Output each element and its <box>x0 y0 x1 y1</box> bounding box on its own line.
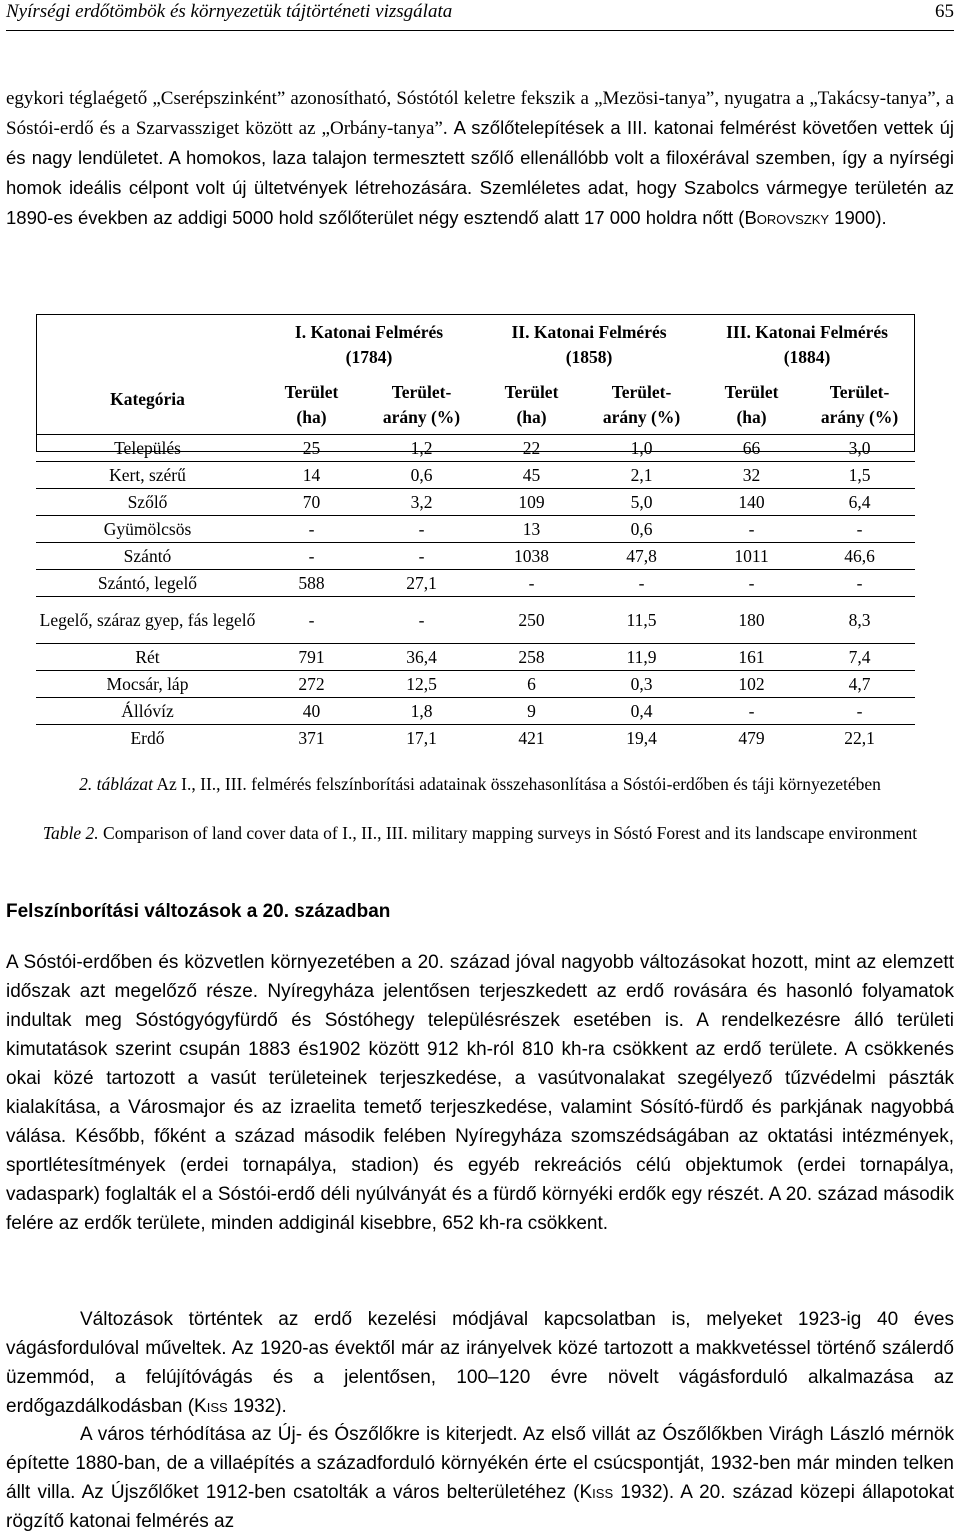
ratio-cell: 1,0 <box>584 435 699 462</box>
ratio-label: Terület- <box>391 382 452 402</box>
ratio-cell: 22,1 <box>804 725 915 752</box>
area-label: Terület <box>504 382 559 402</box>
area-unit: (ha) <box>296 407 327 427</box>
ratio-cell: 27,1 <box>364 570 479 597</box>
area-header <box>699 380 804 435</box>
area-cell: - <box>699 570 804 597</box>
row-category: Szőlő <box>36 489 259 516</box>
ratio-cell: 7,4 <box>804 644 915 671</box>
table-row <box>36 671 915 698</box>
area-cell: 32 <box>699 462 804 489</box>
area-cell: 66 <box>699 435 804 462</box>
table-row <box>36 516 915 543</box>
area-cell: - <box>699 698 804 725</box>
ratio-cell: - <box>804 516 915 543</box>
ratio-cell: 2,1 <box>584 462 699 489</box>
paragraph-text: A város térhódítása az Új- és Ószőlőkre is kiterjedt. Az első villát az Ószőlőkben Virágh László mérnök építette 1880-ban, de a villaépítés a századforduló környékén érte el csúcspontját, 1932-ben már minden telken állt villa. Az Újszőlőket 1912-ben csatolták a város belterületéhez ( <box>6 1424 954 1503</box>
citation-author: Kiss <box>194 1396 228 1417</box>
row-category: Szántó <box>36 543 259 570</box>
area-cell: - <box>479 570 584 597</box>
area-cell: 13 <box>479 516 584 543</box>
ratio-label: Terület- <box>611 382 672 402</box>
section-heading: Felszínborítási változások a 20. században <box>6 901 391 922</box>
table-row <box>36 435 915 462</box>
ratio-cell: 0,3 <box>584 671 699 698</box>
caption-text: Comparison of land cover data of I., II., III. military mapping surveys in Sóstó Forest and its landscape environment <box>98 823 918 843</box>
row-category: Mocsár, láp <box>36 671 259 698</box>
row-category: Kert, szérű <box>36 462 259 489</box>
area-cell: 9 <box>479 698 584 725</box>
ratio-cell: 1,8 <box>364 698 479 725</box>
ratio-cell: 4,7 <box>804 671 915 698</box>
ratio-cell: 17,1 <box>364 725 479 752</box>
paragraph-text: 1932). A 20. század közepi állapotokat rögzítő katonai felmérés az <box>6 1482 954 1532</box>
area-cell: 791 <box>259 644 364 671</box>
ratio-cell: 46,6 <box>804 543 915 570</box>
row-category: Gyümölcsös <box>36 516 259 543</box>
area-cell: 250 <box>479 597 584 644</box>
area-label: Terület <box>724 382 779 402</box>
ratio-cell: 3,0 <box>804 435 915 462</box>
table-row <box>36 570 915 597</box>
intro-paragraph <box>6 84 954 233</box>
citation-author: Kiss <box>579 1482 614 1503</box>
row-category: Szántó, legelő <box>36 570 259 597</box>
survey-year: (1884) <box>783 347 831 367</box>
ratio-cell: 0,6 <box>584 516 699 543</box>
area-cell: - <box>259 516 364 543</box>
area-cell: 1011 <box>699 543 804 570</box>
area-cell: 479 <box>699 725 804 752</box>
ratio-cell: 3,2 <box>364 489 479 516</box>
area-header <box>259 380 364 435</box>
ratio-unit: arány (%) <box>602 407 681 427</box>
ratio-cell: 36,4 <box>364 644 479 671</box>
area-cell: 70 <box>259 489 364 516</box>
row-category: Település <box>36 435 259 462</box>
area-cell: 588 <box>259 570 364 597</box>
body-paragraph-1: A Sóstói-erdőben és közvetlen környezetében a 20. század jóval nagyobb változásokat hozott, mint az elemzett időszak azt megelőző része. Nyíregyháza jelentősen terjeszkedett az erdő rovására és hasonló folyamatok indultak meg Sóstógyógyfürdő és Sóstóhegy településrészek esetében is. A rendelkezésre álló területi kimutatások szerint csupán 1883 és1902 között 912 kh-ról 810 kh-ra csökkent az erdő területe. A csökkenés okai közé tartozott a vasút területeinek terjeszkedése, a vasútvonalakat szegélyező tűzvédelmi pászták kialakítása, a Városmajor és az izraelita temető terjeszkedése, valamint Sósító-fürdő és parkjának nagyobbá válása. Később, főként a század második felében Nyíregyháza szomszédságában az oktatási intézmények, sportlétesítmények (erdei tornapálya, stadion) és egyéb rekreációs célú objektumok (erdei tornapálya, vadaspark) foglalták el a Sóstói-erdő déli nyúlványát és a fürdő környéki erdők egy részét. A 20. század második felére az erdők területe, minden addiginál kisebbre, 652 kh-ra csökkent. <box>6 952 954 1234</box>
area-label: Terület <box>284 382 339 402</box>
area-cell: 109 <box>479 489 584 516</box>
paragraph-text: Változások történtek az erdő kezelési módjával kapcsolatban is, melyeket 1923-ig 40 éves vágásfordulóval műveltek. Az 1920-as évektől már az irányelvek közé tartozott a makkvetéssel történő szálerdő üzemmód, a felújítóvágás és a jelentősen, 100–120 évre növelt vágásforduló alkalmazása az erdőgazdálkodásban ( <box>6 1309 954 1417</box>
survey-header-2 <box>479 314 699 380</box>
ratio-cell: 6,4 <box>804 489 915 516</box>
ratio-cell: 47,8 <box>584 543 699 570</box>
area-cell: - <box>259 543 364 570</box>
ratio-cell: 5,0 <box>584 489 699 516</box>
area-cell: 421 <box>479 725 584 752</box>
table-row <box>36 698 915 725</box>
ratio-cell: 8,3 <box>804 597 915 644</box>
ratio-header <box>804 380 915 435</box>
survey-header-3 <box>699 314 915 380</box>
ratio-cell: - <box>804 570 915 597</box>
land-cover-table <box>36 314 915 751</box>
ratio-cell: - <box>804 698 915 725</box>
ratio-cell: 1,2 <box>364 435 479 462</box>
ratio-label: Terület- <box>829 382 890 402</box>
area-cell: 6 <box>479 671 584 698</box>
survey-name: II. Katonai Felmérés <box>511 322 667 342</box>
area-cell: 102 <box>699 671 804 698</box>
row-category: Rét <box>36 644 259 671</box>
area-cell: 40 <box>259 698 364 725</box>
area-unit: (ha) <box>516 407 547 427</box>
page-number: 65 <box>935 1 954 22</box>
ratio-cell: 11,5 <box>584 597 699 644</box>
table-caption-english <box>6 821 954 845</box>
table-row <box>36 489 915 516</box>
ratio-cell: - <box>584 570 699 597</box>
area-cell: 45 <box>479 462 584 489</box>
caption-label: Table 2. <box>42 823 99 843</box>
ratio-cell: 11,9 <box>584 644 699 671</box>
area-cell: 22 <box>479 435 584 462</box>
area-cell: 1038 <box>479 543 584 570</box>
ratio-cell: - <box>364 543 479 570</box>
table-row <box>36 725 915 752</box>
area-cell: - <box>699 516 804 543</box>
survey-header-1 <box>259 314 479 380</box>
ratio-unit: arány (%) <box>382 407 461 427</box>
survey-year: (1784) <box>345 347 393 367</box>
area-cell: 258 <box>479 644 584 671</box>
area-cell: - <box>259 597 364 644</box>
paragraph-text: 1932). <box>227 1396 287 1417</box>
ratio-header <box>364 380 479 435</box>
caption-text: Az I., II., III. felmérés felszínborítási adatainak összehasonlítása a Sóstói-erdőben és táji környezetében <box>152 774 881 794</box>
row-category: Erdő <box>36 725 259 752</box>
body-paragraph-3 <box>6 1420 954 1536</box>
area-cell: 180 <box>699 597 804 644</box>
area-cell: 272 <box>259 671 364 698</box>
area-cell: 14 <box>259 462 364 489</box>
area-cell: 161 <box>699 644 804 671</box>
running-title: Nyírségi erdőtömbök és környezetük tájtörténeti vizsgálata <box>6 1 453 22</box>
ratio-cell: - <box>364 516 479 543</box>
area-cell: 371 <box>259 725 364 752</box>
ratio-cell: 0,4 <box>584 698 699 725</box>
intro-text-2: A szőlőtelepítések a III. katonai felmérést követően vettek új és nagy lendületet. A homokos, laza talajon termesztett szőlő ellenállóbb volt a filoxérával szemben, így a nyírségi homok ideális célpont volt új ültetvények létrehozására. Szemléletes adat, hogy Szabolcs vármegye területén az 1890-es években az addigi 5000 hold szőlőterület négy esztendő alatt 17 000 holdra nőtt ( <box>6 117 954 228</box>
ratio-header <box>584 380 699 435</box>
area-cell: 140 <box>699 489 804 516</box>
survey-name: I. Katonai Felmérés <box>294 322 444 342</box>
ratio-cell: 12,5 <box>364 671 479 698</box>
caption-label: 2. táblázat <box>79 774 153 794</box>
row-category: Állóvíz <box>36 698 259 725</box>
table-row <box>36 543 915 570</box>
ratio-cell: 1,5 <box>804 462 915 489</box>
page-header <box>6 0 954 31</box>
citation-author: Borovszky <box>744 207 830 228</box>
table-row <box>36 462 915 489</box>
table-row <box>36 644 915 671</box>
area-unit: (ha) <box>736 407 767 427</box>
area-header <box>479 380 584 435</box>
area-cell: 25 <box>259 435 364 462</box>
ratio-cell: 0,6 <box>364 462 479 489</box>
row-category: Legelő, száraz gyep, fás legelő <box>36 597 259 644</box>
survey-year: (1858) <box>565 347 613 367</box>
intro-text-1: egykori téglaégető „Cserépszinként” azonosítható, Sóstótól keletre fekszik a „Mezösi-tanya”, nyugatra a „Takácsy-tanya”, a Sóstói-erdő és a Szarvassziget között az „Orbány-tanya”. <box>6 88 954 139</box>
ratio-cell: - <box>364 597 479 644</box>
citation-year: 1900). <box>829 207 887 228</box>
body-paragraph-2 <box>6 1305 954 1421</box>
ratio-unit: arány (%) <box>820 407 899 427</box>
survey-name: III. Katonai Felmérés <box>726 322 888 342</box>
ratio-cell: 19,4 <box>584 725 699 752</box>
table-row <box>36 597 915 644</box>
table-caption-hungarian <box>6 772 954 796</box>
category-header: Kategória <box>110 388 185 409</box>
